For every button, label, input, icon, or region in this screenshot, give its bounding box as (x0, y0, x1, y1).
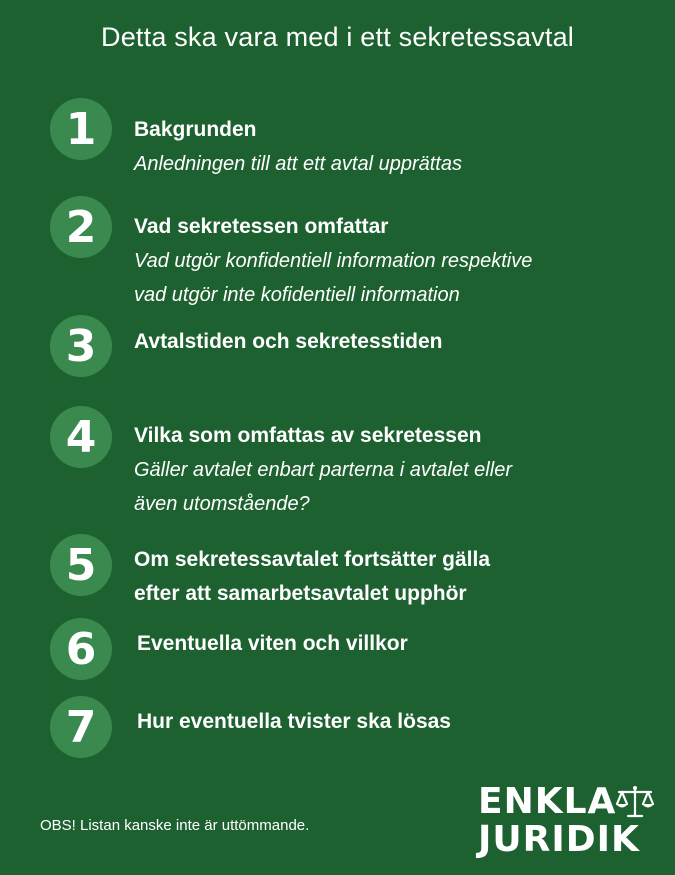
number-badge-6: 6 (50, 618, 112, 680)
item-heading-7: Hur eventuella tvister ska lösas (137, 710, 451, 733)
disclaimer-note: OBS! Listan kanske inte är uttömmande. (40, 817, 310, 834)
number-badge-3: 3 (50, 315, 112, 377)
item-heading-5-line-1: Om sekretessavtalet fortsätter gälla (134, 548, 491, 571)
logo-line-1: ENKLA (478, 781, 617, 822)
scales-of-justice-icon (615, 785, 655, 819)
item-heading-6: Eventuella viten och villkor (137, 632, 408, 655)
item-description-4-line-1: Gäller avtalet enbart parterna i avtalet eller (134, 459, 512, 481)
item-heading-4: Vilka som omfattas av sekretessen (134, 424, 482, 447)
enkla-juridik-logo (478, 783, 658, 863)
item-description-2-line-1: Vad utgör konfidentiell information respektive (134, 250, 533, 272)
page-title: Detta ska vara med i ett sekretessavtal (101, 22, 574, 52)
number-badge-2: 2 (50, 196, 112, 258)
item-heading-3: Avtalstiden och sekretesstiden (134, 330, 443, 353)
number-badge-1: 1 (50, 98, 112, 160)
number-badge-4: 4 (50, 406, 112, 468)
item-heading-1: Bakgrunden (134, 118, 257, 141)
item-description-4-line-2: även utomstående? (134, 493, 310, 515)
item-description-1: Anledningen till att ett avtal upprättas (134, 153, 462, 175)
item-heading-2: Vad sekretessen omfattar (134, 215, 389, 238)
item-description-2-line-2: vad utgör inte kofidentiell information (134, 284, 460, 306)
logo-line-2: JURIDIK (478, 819, 640, 860)
number-badge-7: 7 (50, 696, 112, 758)
item-heading-5-line-2: efter att samarbetsavtalet upphör (134, 582, 467, 605)
number-badge-5: 5 (50, 534, 112, 596)
